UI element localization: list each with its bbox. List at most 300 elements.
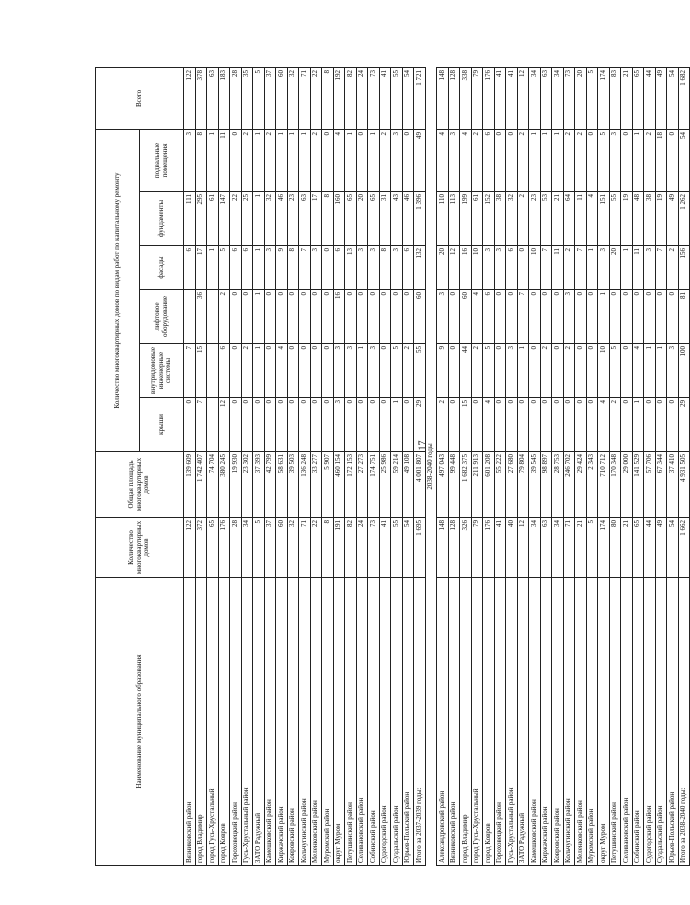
- cell-value: 3: [368, 246, 380, 290]
- cell-value: 0: [287, 398, 299, 452]
- cell-value: 174: [598, 67, 610, 129]
- cell-value: 23: [529, 192, 541, 246]
- cell-value: 174 751: [368, 452, 380, 518]
- cell-value: 0: [264, 290, 276, 344]
- cell-value: [207, 344, 219, 398]
- cell-value: 5: [391, 344, 403, 398]
- cell-municipality: Суздальский район: [655, 578, 667, 866]
- cell-value: 79: [471, 518, 483, 578]
- cell-value: 2: [379, 129, 391, 191]
- cell-value: 372: [195, 518, 207, 578]
- cell-value: 170 348: [609, 452, 621, 518]
- table-row: [644, 67, 656, 865]
- cell-value: 0: [356, 129, 368, 191]
- cell-value: 2: [471, 344, 483, 398]
- cell-value: 99 448: [448, 452, 460, 518]
- cell-value: 0: [299, 398, 311, 452]
- cell-value: 176: [483, 518, 495, 578]
- cell-municipality: Собинский район: [632, 578, 644, 866]
- cell-value: 4: [276, 344, 288, 398]
- cell-value: 3: [368, 344, 380, 398]
- cell-value: 24: [356, 518, 368, 578]
- cell-value: 0: [506, 290, 518, 344]
- cell-value: 2: [471, 129, 483, 191]
- cell-value: 132: [414, 246, 426, 290]
- table-row: [264, 67, 276, 865]
- cell-value: 4: [483, 398, 495, 452]
- cell-municipality: Киржачский район: [540, 578, 552, 866]
- cell-value: 61: [207, 192, 219, 246]
- cell-municipality: ЗАТО Радужный: [253, 578, 265, 866]
- cell-value: 5 907: [322, 452, 334, 518]
- cell-value: 40: [506, 518, 518, 578]
- cell-value: 13: [345, 246, 357, 290]
- cell-value: 5: [586, 518, 598, 578]
- cell-value: 0: [586, 344, 598, 398]
- cell-value: 0: [586, 398, 598, 452]
- cell-value: 141 529: [632, 452, 644, 518]
- cell-value: 0: [391, 290, 403, 344]
- cell-value: 71: [299, 518, 311, 578]
- cell-value: 1: [299, 129, 311, 191]
- header-name: Наименование муниципального образования: [96, 578, 184, 866]
- cell-value: 1: [644, 344, 656, 398]
- cell-value: 25 986: [379, 452, 391, 518]
- cell-value: 0: [586, 290, 598, 344]
- cell-value: 0: [655, 398, 667, 452]
- cell-value: 41: [506, 67, 518, 129]
- cell-value: 80: [609, 518, 621, 578]
- cell-value: 8: [322, 518, 334, 578]
- cell-value: 1 662: [678, 518, 690, 578]
- cell-value: 0: [609, 290, 621, 344]
- cell-value: 79 804: [517, 452, 529, 518]
- cell-value: 49: [655, 67, 667, 129]
- table-row: [391, 67, 403, 865]
- table-row: [402, 67, 414, 865]
- cell-municipality: Муромский район: [586, 578, 598, 866]
- cell-value: 16: [333, 290, 345, 344]
- table-row: [299, 67, 311, 865]
- cell-value: 2: [517, 192, 529, 246]
- cell-value: 380 245: [218, 452, 230, 518]
- cell-municipality: Ковровский район: [287, 578, 299, 866]
- cell-value: 98 897: [540, 452, 552, 518]
- header-basements: подвальные помещения: [140, 129, 184, 191]
- cell-value: 65: [368, 192, 380, 246]
- cell-value: 3: [391, 246, 403, 290]
- table-row: [483, 67, 495, 865]
- cell-value: 2: [402, 344, 414, 398]
- cell-value: 0: [264, 398, 276, 452]
- cell-value: 65: [632, 518, 644, 578]
- cell-value: 0: [621, 398, 633, 452]
- cell-value: 5: [483, 344, 495, 398]
- cell-value: 1: [207, 246, 219, 290]
- cell-value: 22: [310, 67, 322, 129]
- cell-value: 4 931 505: [678, 452, 690, 518]
- cell-value: 2: [563, 246, 575, 290]
- cell-value: 6: [184, 246, 196, 290]
- cell-value: 710 712: [598, 452, 610, 518]
- cell-value: 1: [540, 129, 552, 191]
- cell-value: 176: [218, 518, 230, 578]
- table-row: [276, 67, 288, 865]
- table-row: [184, 67, 196, 865]
- cell-value: 156: [678, 246, 690, 290]
- cell-value: 1: [529, 129, 541, 191]
- cell-value: 1: [586, 246, 598, 290]
- cell-value: 29: [414, 398, 426, 452]
- period-title: 2038-2040 годы: [425, 67, 437, 865]
- cell-value: 3: [333, 344, 345, 398]
- cell-value: 65: [632, 67, 644, 129]
- cell-value: 20: [356, 192, 368, 246]
- cell-value: 0: [552, 344, 564, 398]
- cell-value: 48: [632, 192, 644, 246]
- cell-value: 0: [494, 344, 506, 398]
- cell-value: 46: [402, 192, 414, 246]
- cell-value: 37: [264, 67, 276, 129]
- cell-value: 2: [218, 290, 230, 344]
- cell-value: 1: [598, 290, 610, 344]
- cell-value: 1 695: [414, 518, 426, 578]
- cell-value: 20: [575, 67, 587, 129]
- cell-value: 0: [575, 290, 587, 344]
- cell-municipality: Камешковский район: [264, 578, 276, 866]
- cell-value: 3: [609, 129, 621, 191]
- cell-value: 60: [276, 67, 288, 129]
- cell-municipality: Суздальский район: [391, 578, 403, 866]
- cell-value: 497 043: [437, 452, 449, 518]
- cell-value: 12: [448, 246, 460, 290]
- cell-value: 27 680: [506, 452, 518, 518]
- cell-value: 19: [621, 192, 633, 246]
- header-work-types: Количество многоквартирных домов по видам работ по капитальному ремонту: [96, 129, 140, 451]
- cell-value: 0: [299, 344, 311, 398]
- cell-value: 0: [563, 398, 575, 452]
- cell-value: 9: [276, 246, 288, 290]
- cell-value: 55 222: [494, 452, 506, 518]
- cell-value: 37 393: [253, 452, 265, 518]
- cell-value: 11: [575, 192, 587, 246]
- cell-value: 29 000: [621, 452, 633, 518]
- cell-value: 128: [448, 518, 460, 578]
- cell-value: 0: [345, 290, 357, 344]
- cell-value: 0: [322, 344, 334, 398]
- cell-value: 2: [241, 129, 253, 191]
- cell-value: 0: [379, 290, 391, 344]
- cell-value: 49 108: [402, 452, 414, 518]
- cell-value: 1: [368, 129, 380, 191]
- cell-value: 0: [287, 344, 299, 398]
- cell-value: 6: [483, 129, 495, 191]
- cell-value: 3: [598, 246, 610, 290]
- cell-value: 22: [310, 518, 322, 578]
- cell-value: 6: [402, 246, 414, 290]
- cell-municipality: Юрьев-Польский район: [667, 578, 679, 866]
- cell-value: 3: [494, 246, 506, 290]
- cell-value: 211 913: [471, 452, 483, 518]
- landscape-page-content: [95, 68, 688, 866]
- cell-value: 4: [598, 398, 610, 452]
- cell-value: 44: [644, 518, 656, 578]
- cell-value: 176: [483, 67, 495, 129]
- cell-value: 63: [299, 192, 311, 246]
- cell-value: 110: [437, 192, 449, 246]
- cell-value: 0: [356, 290, 368, 344]
- cell-value: 0: [471, 398, 483, 452]
- cell-value: 0: [517, 398, 529, 452]
- cell-value: 34: [552, 67, 564, 129]
- table-header: [96, 67, 184, 865]
- table-row: [218, 67, 230, 865]
- cell-value: 36: [195, 290, 207, 344]
- table-row: [287, 67, 299, 865]
- cell-value: 7: [195, 398, 207, 452]
- cell-value: 11: [218, 129, 230, 191]
- cell-value: 16: [460, 246, 472, 290]
- cell-value: 39 545: [529, 452, 541, 518]
- cell-value: 3: [667, 344, 679, 398]
- cell-municipality: Камешковский район: [529, 578, 541, 866]
- cell-value: 17: [195, 246, 207, 290]
- total-row: [678, 67, 690, 865]
- cell-value: 67 344: [655, 452, 667, 518]
- cell-municipality: Кольчугинский район: [563, 578, 575, 866]
- cell-value: 71: [563, 518, 575, 578]
- cell-value: 5: [253, 67, 265, 129]
- cell-municipality: город Ковров: [483, 578, 495, 866]
- cell-value: 338: [460, 67, 472, 129]
- header-roofs: крыши: [140, 398, 184, 452]
- cell-value: 34: [529, 518, 541, 578]
- cell-municipality: город Гусь-Хрустальный: [471, 578, 483, 866]
- cell-value: 7: [184, 344, 196, 398]
- cell-value: 37: [264, 518, 276, 578]
- cell-value: 5: [598, 129, 610, 191]
- cell-value: 295: [195, 192, 207, 246]
- cell-value: 54: [678, 129, 690, 191]
- cell-municipality: Меленковский район: [310, 578, 322, 866]
- cell-value: 3: [356, 246, 368, 290]
- cell-value: 83: [609, 67, 621, 129]
- cell-value: 4: [632, 344, 644, 398]
- cell-value: 2 343: [586, 452, 598, 518]
- cell-value: 136 248: [299, 452, 311, 518]
- cell-value: 38: [494, 192, 506, 246]
- cell-value: 1: [345, 129, 357, 191]
- cell-value: 148: [437, 67, 449, 129]
- cell-value: 65: [345, 192, 357, 246]
- cell-value: 1: [356, 344, 368, 398]
- cell-value: 0: [230, 398, 242, 452]
- cell-value: 73: [563, 67, 575, 129]
- cell-municipality: Гусь-Хрустальный район: [506, 578, 518, 866]
- cell-value: 460 154: [333, 452, 345, 518]
- cell-value: 11: [632, 246, 644, 290]
- cell-value: 0: [575, 398, 587, 452]
- cell-value: 0: [667, 129, 679, 191]
- cell-municipality: ЗАТО Радужный: [517, 578, 529, 866]
- cell-value: 0: [506, 398, 518, 452]
- cell-municipality: Гороховецкий район: [230, 578, 242, 866]
- cell-value: 128: [448, 67, 460, 129]
- cell-value: 378: [195, 67, 207, 129]
- cell-value: 20: [609, 246, 621, 290]
- cell-value: 7: [540, 246, 552, 290]
- cell-value: 6: [483, 290, 495, 344]
- cell-value: 12: [517, 518, 529, 578]
- cell-value: 0: [322, 398, 334, 452]
- cell-value: 3: [563, 290, 575, 344]
- cell-value: 1 262: [678, 192, 690, 246]
- cell-value: 246 702: [563, 452, 575, 518]
- cell-value: 0: [529, 344, 541, 398]
- cell-municipality: город Владимир: [460, 578, 472, 866]
- cell-value: 2: [540, 344, 552, 398]
- cell-value: 60: [414, 290, 426, 344]
- cell-value: 60: [276, 518, 288, 578]
- cell-value: 22: [230, 192, 242, 246]
- table-row: [621, 67, 633, 865]
- cell-value: 25: [241, 192, 253, 246]
- cell-value: 74 704: [207, 452, 219, 518]
- cell-value: 7: [517, 290, 529, 344]
- cell-value: 0: [667, 290, 679, 344]
- cell-value: 3: [333, 398, 345, 452]
- cell-value: 54: [667, 518, 679, 578]
- header-total: Всего: [96, 67, 184, 129]
- cell-value: 46: [276, 192, 288, 246]
- cell-value: 1 721: [414, 67, 426, 129]
- cell-value: 0: [287, 290, 299, 344]
- cell-value: 4: [586, 192, 598, 246]
- cell-value: 64: [563, 192, 575, 246]
- cell-value: [207, 398, 219, 452]
- cell-value: 7: [299, 246, 311, 290]
- cell-value: 28: [230, 67, 242, 129]
- cell-value: 3: [506, 344, 518, 398]
- cell-municipality: Петушинский район: [609, 578, 621, 866]
- cell-value: 0: [552, 398, 564, 452]
- cell-value: 5: [586, 67, 598, 129]
- cell-value: 5: [253, 518, 265, 578]
- cell-value: 0: [402, 290, 414, 344]
- table-row: [207, 67, 219, 865]
- cell-value: 43: [391, 192, 403, 246]
- cell-value: 139 609: [184, 452, 196, 518]
- table-row: [241, 67, 253, 865]
- cell-value: 0: [241, 290, 253, 344]
- header-area: Общая площадь многоквартирных домов: [96, 452, 184, 518]
- cell-value: 34: [529, 67, 541, 129]
- cell-value: 1 396: [414, 192, 426, 246]
- cell-municipality: город Ковров: [218, 578, 230, 866]
- cell-municipality: Кольчугинский район: [299, 578, 311, 866]
- period-title-row: [425, 67, 437, 865]
- cell-value: 21: [621, 67, 633, 129]
- cell-value: 111: [184, 192, 196, 246]
- cell-value: 8: [287, 246, 299, 290]
- cell-value: 5: [218, 246, 230, 290]
- cell-value: 79: [471, 67, 483, 129]
- cell-value: 38: [644, 192, 656, 246]
- cell-value: 6: [333, 246, 345, 290]
- cell-value: 0: [322, 290, 334, 344]
- cell-value: 3: [644, 246, 656, 290]
- table-row: [632, 67, 644, 865]
- cell-value: 0: [264, 344, 276, 398]
- cell-value: 9: [437, 344, 449, 398]
- cell-value: 10: [529, 246, 541, 290]
- cell-municipality: Итого за 2038-2040 годы:: [678, 578, 690, 866]
- cell-value: 1 682: [678, 67, 690, 129]
- cell-value: 57 706: [644, 452, 656, 518]
- table-row: [379, 67, 391, 865]
- cell-value: 1: [391, 398, 403, 452]
- cell-value: 0: [644, 290, 656, 344]
- total-row: [414, 67, 426, 865]
- cell-value: 49: [655, 518, 667, 578]
- cell-value: 1: [287, 129, 299, 191]
- cell-value: 19: [655, 192, 667, 246]
- table-row: [598, 67, 610, 865]
- cell-value: 1 682 375: [460, 452, 472, 518]
- cell-municipality: Гороховецкий район: [494, 578, 506, 866]
- cell-value: 37 410: [667, 452, 679, 518]
- cell-value: 55: [609, 192, 621, 246]
- cell-value: 0: [529, 290, 541, 344]
- cell-value: 32: [287, 67, 299, 129]
- cell-value: 71: [299, 67, 311, 129]
- cell-municipality: Меленковский район: [575, 578, 587, 866]
- cell-value: 2: [264, 129, 276, 191]
- table-row: [437, 67, 449, 865]
- table-row: [471, 67, 483, 865]
- cell-value: 1: [253, 344, 265, 398]
- cell-value: 21: [575, 518, 587, 578]
- cell-value: 2: [563, 344, 575, 398]
- cell-value: 152: [483, 192, 495, 246]
- cell-value: 82: [345, 67, 357, 129]
- cell-value: 0: [586, 129, 598, 191]
- cell-value: 54: [402, 518, 414, 578]
- cell-value: 7: [575, 246, 587, 290]
- cell-municipality: Александровский район: [437, 578, 449, 866]
- cell-value: 63: [540, 67, 552, 129]
- cell-value: 8: [379, 246, 391, 290]
- table-row: [368, 67, 380, 865]
- cell-value: 0: [310, 398, 322, 452]
- cell-value: 28: [230, 518, 242, 578]
- cell-municipality: Юрьев-Польский район: [402, 578, 414, 866]
- cell-value: 0: [621, 344, 633, 398]
- cell-value: 0: [230, 290, 242, 344]
- cell-value: 82: [345, 518, 357, 578]
- cell-value: 0: [368, 398, 380, 452]
- cell-municipality: Гусь-Хрустальный район: [241, 578, 253, 866]
- cell-value: 1: [632, 129, 644, 191]
- cell-municipality: Собинский район: [368, 578, 380, 866]
- cell-value: 1: [207, 129, 219, 191]
- cell-value: 160: [333, 192, 345, 246]
- cell-value: 4 001 807: [414, 452, 426, 518]
- cell-value: 0: [632, 290, 644, 344]
- cell-value: 44: [644, 67, 656, 129]
- cell-municipality: город Владимир: [195, 578, 207, 866]
- cell-value: 0: [184, 398, 196, 452]
